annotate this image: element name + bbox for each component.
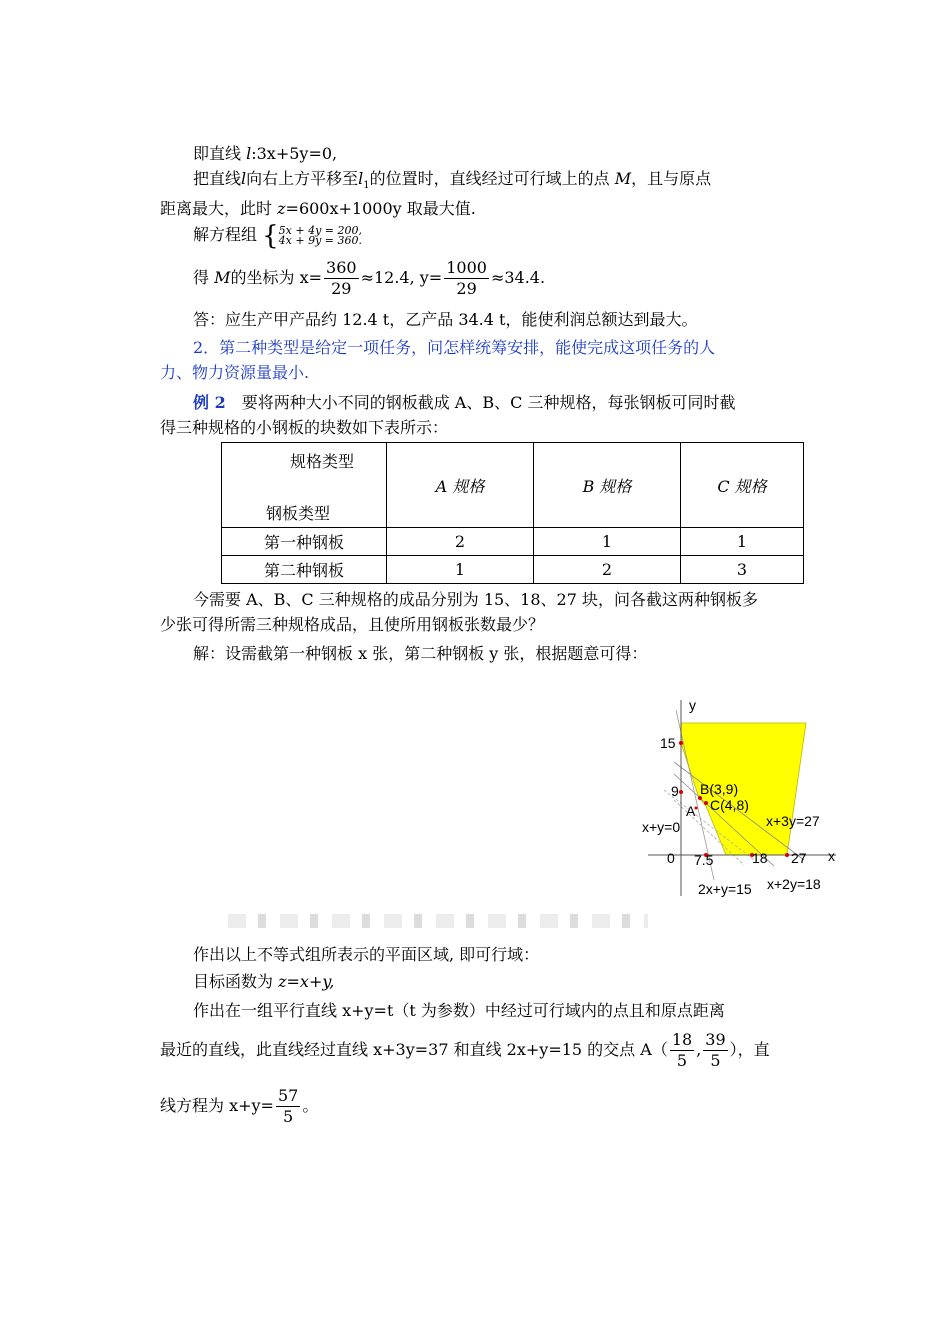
y-axis-label: y — [689, 697, 696, 713]
table-cell: 2 — [534, 556, 681, 584]
subscript: 1 — [363, 180, 370, 192]
text-line-2 — [193, 168, 833, 197]
var-l: l — [241, 169, 247, 188]
example-2-line-2: 得三种规格的小钢板的块数如下表所示： — [160, 418, 449, 437]
table-cell: 1 — [681, 528, 804, 556]
text-line-10: 解：设需截第一种钢板 x 张，第二种钢板 y 张，根据题意可得： — [193, 644, 648, 663]
label-x-plus-3y: x+3y=27 — [766, 813, 820, 829]
numerator: 18 — [671, 1030, 693, 1049]
table-cell: 3 — [681, 556, 804, 584]
equation-2: 4x + 9y = 360. — [278, 233, 362, 247]
row-name: 第一种钢板 — [222, 528, 387, 556]
text: 即直线 — [193, 144, 247, 163]
text-line-6: 答：应生产甲产品约 12.4 t，乙产品 34.4 t，能使利润总额达到最大。 — [193, 310, 698, 329]
denominator: 29 — [331, 279, 352, 298]
label-b: B(3,9) — [700, 781, 739, 797]
table-row — [222, 528, 804, 556]
text: 把直线 — [193, 169, 242, 188]
table-cell: 1 — [387, 556, 534, 584]
text-line-1 — [193, 143, 833, 165]
numerator: 39 — [705, 1030, 726, 1049]
header-b: B 规格 — [534, 443, 681, 528]
label-c: C(4,8) — [710, 797, 749, 813]
denominator: 29 — [456, 279, 477, 298]
text: ，且与原点 — [631, 169, 712, 188]
text: 解方程组 — [193, 225, 258, 244]
text: 的位置时，直线经过可行域上的点 — [369, 169, 615, 188]
text-line-9b: 少张可得所需三种规格成品，且使所用钢板张数最少？ — [160, 615, 545, 634]
point-9 — [679, 790, 683, 794]
text-line-3 — [160, 198, 800, 220]
fraction — [276, 1086, 300, 1127]
spec-table — [221, 442, 804, 584]
text: 线方程为 x+y= — [160, 1096, 274, 1115]
numerator: 360 — [326, 258, 357, 277]
var-l: l — [246, 144, 252, 163]
fraction — [444, 258, 489, 299]
numerator: 1000 — [446, 258, 487, 277]
separator: , — [696, 1040, 702, 1059]
numerator: 57 — [277, 1086, 299, 1105]
fraction — [670, 1030, 694, 1071]
feasible-region-graph — [634, 690, 844, 902]
text: 得 — [193, 268, 215, 287]
text-line-12 — [193, 971, 833, 993]
table-cell: 1 — [534, 528, 681, 556]
point-c — [704, 801, 708, 805]
fraction — [703, 1030, 727, 1071]
var-z: z — [277, 199, 286, 218]
diagonal-header-cell — [222, 443, 387, 528]
table-row — [222, 556, 804, 584]
text-line-13: 作出在一组平行直线 x+y=t（t 为参数）中经过可行域内的点且和原点距离 — [193, 1001, 725, 1020]
heading-type-2-cont: 力、物力资源量最小. — [160, 363, 310, 382]
text-line-13b — [160, 1028, 800, 1072]
text-line-9: 今需要 A、B、C 三种规格的成品分别为 15、18、27 块，问各截这两种钢板多 — [193, 590, 758, 609]
text-line-11: 作出以上不等式组所表示的平面区域, 即可行域： — [193, 945, 540, 964]
text: 目标函数为 — [193, 972, 279, 991]
var-M: M — [614, 169, 632, 188]
var-M: M — [214, 268, 231, 287]
label-x-plus-2y: x+2y=18 — [767, 876, 821, 892]
text: 的坐标为 x= — [230, 268, 323, 287]
label-x-plus-y-eq-0: x+y=0 — [642, 819, 681, 835]
text: ≈34.4. — [490, 268, 546, 287]
header-c: C 规格 — [681, 443, 804, 528]
tick-27: 27 — [791, 850, 807, 866]
text: 最近的直线，此直线经过直线 x+3y=37 和直线 2x+y=15 的交点 A（ — [160, 1040, 668, 1059]
heading-type-2: 2．第二种类型是给定一项任务，问怎样统筹安排，能使完成这项任务的人 — [193, 338, 716, 357]
text-line-14 — [160, 1084, 800, 1128]
table-header-row — [222, 443, 804, 528]
objective: z=x+y, — [278, 972, 335, 991]
text-line-5 — [193, 256, 833, 300]
diag-bottom-label: 钢板类型 — [266, 504, 331, 523]
denominator: 5 — [710, 1051, 721, 1070]
header-a: A 规格 — [387, 443, 534, 528]
example-2-line-1 — [193, 392, 833, 414]
point-27 — [785, 853, 789, 857]
tick-0: 0 — [667, 850, 675, 866]
tick-15: 15 — [660, 735, 676, 751]
label-2x-plus-y: 2x+y=15 — [698, 881, 752, 897]
denominator: 5 — [283, 1107, 294, 1126]
text-line-4 — [193, 220, 833, 251]
diag-top-label: 规格类型 — [290, 452, 355, 471]
text: 距离最大，此时 — [160, 199, 278, 218]
text: 要将两种大小不同的钢板截成 A、B、C 三种规格，每张钢板可同时截 — [225, 393, 736, 412]
tick-18: 18 — [752, 850, 768, 866]
label-a: A — [686, 803, 696, 819]
brace-icon: { — [262, 220, 279, 251]
x-axis-label: x — [828, 848, 835, 864]
equation-system — [278, 223, 362, 247]
var-l1: l — [358, 169, 364, 188]
table-cell: 2 — [387, 528, 534, 556]
point-15 — [679, 741, 683, 745]
row-name: 第二种钢板 — [222, 556, 387, 584]
text: 向右上方平移至 — [246, 169, 359, 188]
text: 。 — [302, 1096, 319, 1115]
text: =600x+1000y 取最大值. — [285, 199, 476, 218]
tick-7-5: 7.5 — [694, 852, 714, 868]
fraction — [324, 258, 359, 299]
text: ），直 — [729, 1040, 770, 1059]
example-label: 例 2 — [193, 393, 226, 412]
equation: :3x+5y=0, — [251, 144, 338, 163]
scan-artifact — [228, 914, 648, 928]
equation-1: 5x + 4y = 200, — [278, 223, 362, 237]
denominator: 5 — [676, 1051, 688, 1070]
tick-9: 9 — [671, 783, 679, 799]
text: ≈12.4, y= — [360, 268, 443, 287]
